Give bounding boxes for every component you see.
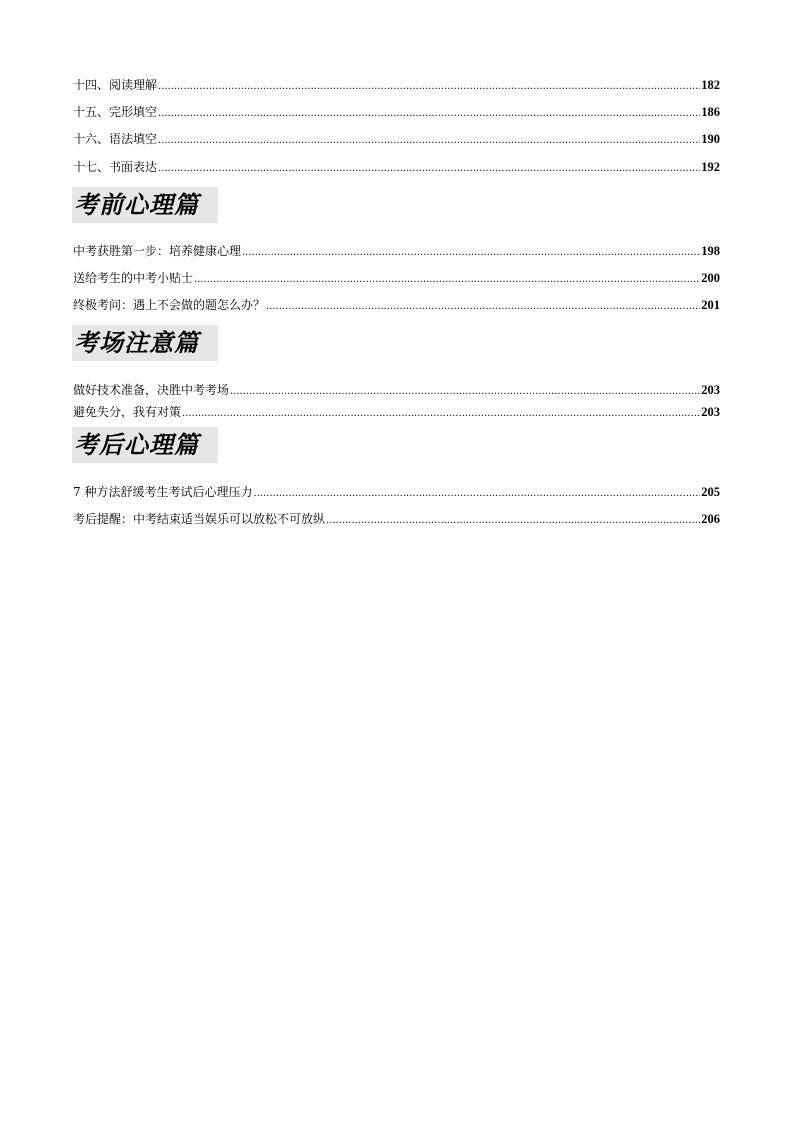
toc-entry[interactable] — [73, 381, 720, 399]
toc-entry[interactable] — [73, 76, 720, 94]
section-heading-exam-room: 考场注意篇 — [72, 325, 218, 361]
toc-leader-dots — [194, 271, 700, 289]
section-heading-pre-exam: 考前心理篇 — [72, 187, 218, 223]
toc-entry-title: 终极考问：遇上不会做的题怎么办？ — [73, 298, 266, 312]
toc-leader-dots — [158, 78, 700, 96]
toc-entry[interactable] — [73, 242, 720, 260]
toc-leader-dots — [158, 160, 700, 178]
toc-entry-title: 避免失分，我有对策 — [73, 405, 182, 419]
toc-leader-dots — [158, 105, 700, 123]
toc-leader-dots — [158, 132, 700, 150]
toc-entry-title: 十七、书面表达 — [73, 160, 158, 174]
toc-entry-page: 206 — [701, 512, 720, 526]
toc-leader-dots — [326, 512, 700, 530]
toc-leader-dots — [230, 383, 700, 401]
toc-entry-title: 考后提醒：中考结束适当娱乐可以放松不可放纵 — [73, 512, 326, 526]
toc-entry-page: 200 — [701, 271, 720, 285]
toc-entry-title: 中考获胜第一步：培养健康心理 — [73, 244, 242, 258]
toc-entry-page: 192 — [701, 160, 720, 174]
toc-entry[interactable] — [73, 103, 720, 121]
toc-entry[interactable] — [73, 296, 720, 314]
toc-entry-page: 201 — [701, 298, 720, 312]
toc-leader-dots — [266, 298, 700, 316]
toc-entry-title: 做好技术准备，决胜中考考场 — [73, 383, 230, 397]
toc-entry-title: 十六、语法填空 — [73, 132, 158, 146]
toc-entry-page: 190 — [701, 132, 720, 146]
toc-entry[interactable] — [73, 158, 720, 176]
toc-entry-title: 7 种方法舒缓考生考试后心理压力 — [73, 485, 253, 499]
toc-entry-title: 十五、完形填空 — [73, 105, 158, 119]
toc-entry[interactable] — [73, 403, 720, 421]
toc-entry[interactable] — [73, 269, 720, 287]
toc-entry-page: 186 — [701, 105, 720, 119]
section-heading-post-exam: 考后心理篇 — [72, 427, 218, 463]
toc-entry-title: 十四、阅读理解 — [73, 78, 158, 92]
toc-entry-title: 送给考生的中考小贴士 — [73, 271, 194, 285]
toc-leader-dots — [253, 485, 700, 503]
toc-entry-page: 198 — [701, 244, 720, 258]
toc-leader-dots — [182, 405, 700, 423]
toc-entry-page: 182 — [701, 78, 720, 92]
toc-entry[interactable] — [73, 510, 720, 528]
toc-entry[interactable] — [73, 483, 720, 501]
toc-leader-dots — [242, 244, 700, 262]
toc-entry-page: 203 — [701, 383, 720, 397]
toc-entry-page: 205 — [701, 485, 720, 499]
toc-entry[interactable] — [73, 130, 720, 148]
toc-entry-page: 203 — [701, 405, 720, 419]
